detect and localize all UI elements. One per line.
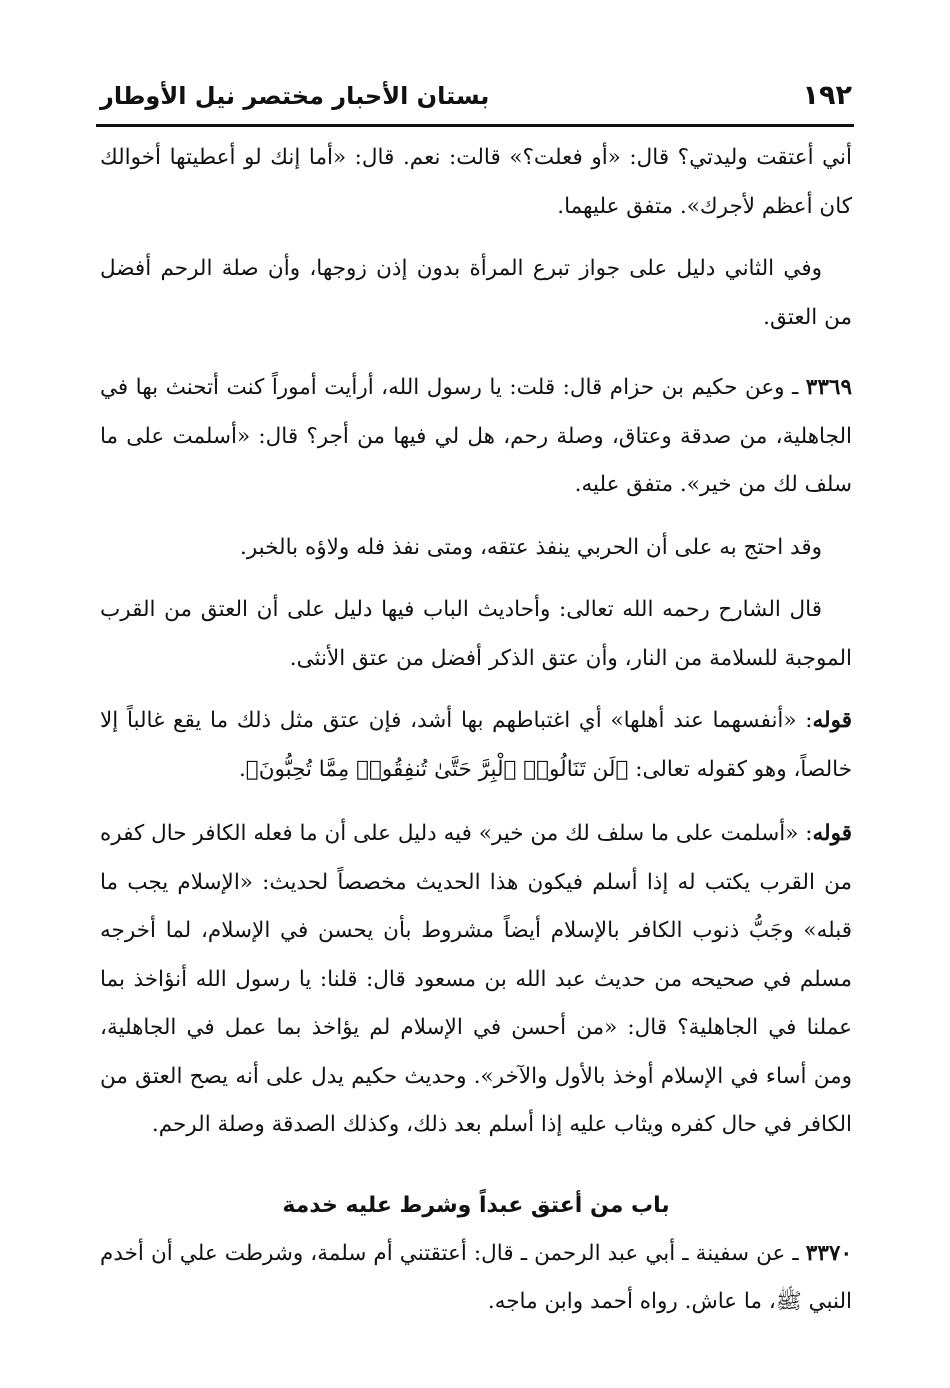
hadith-text: ـ عن سفينة ـ أبي عبد الرحمن ـ قال: أعتقتني أم سلمة، وشرطت علي أن أخدم النبي ﷺ، ما عاش. رواه أحمد وابن ماجه. [100,1240,852,1314]
paragraph-text: : «أسلمت على ما سلف لك من خير» فيه دليل على أن ما فعله الكافر حال كفره من القرب يكتب له إذا أسلم فيكون هذا الحديث مخصصاً لحديث: «الإسلام يجب ما قبله» وجَبُّ ذنوب الكافر بالإسلام أيضاً مشروط بأن يحسن في الإسلام، لما أخرجه مسلم في صحيحه من حديث عبد الله بن مسعود قال: قلنا: يا رسول الله أنؤاخذ بما عملنا في الجاهلية؟ قال: «من أحسن في الإسلام لم يؤاخذ بما عمل في الجاهلية، ومن أساء في الإسلام أوخذ بالأول والآخر». وحديث حكيم يدل على أنه يصح العتق من الكافر في حال كفره ويثاب عليه إذا أسلم بعد ذلك، وكذلك الصدقة وصلة الرحم. [100,821,852,1137]
paragraph-text: قال الشارح رحمه الله تعالى: وأحاديث الباب فيها دليل على أن العتق من القرب الموجبة للسلامة من النار، وأن عتق الذكر أفضل من عتق الأنثى. [100,597,852,671]
page-header [100,78,852,124]
qawluhu-label: قوله [812,821,852,846]
paragraph-text: : «أنفسهما عند أهلها» أي اغتباطهم بها أشد، فإن عتق مثل ذلك ما يقع غالباً إلا خالصاً، وهو كقوله تعالى: ﴿لَن تَنَالُوا۟ ٱلْبِرَّ حَتَّىٰ تُنفِقُوا۟ مِمَّا تُحِبُّونَ﴾. [100,708,852,782]
paragraph-explanation-2 [100,810,852,1150]
hadith-number: ٣٣٧٠ [805,1240,852,1266]
paragraph-hadith-continuation [100,134,852,231]
hadith-3369 [100,364,852,510]
hadith-3370 [100,1230,852,1327]
running-title: بستان الأحبار مختصر نيل الأوطار [100,82,490,110]
paragraph-text: وقد احتج به على أن الحربي ينفذ عتقه، ومتى نفذ فله ولاؤه بالخبر. [239,534,822,560]
section-heading: باب من أعتق عبداً وشرط عليه خدمة [282,1192,670,1218]
header-rule [96,124,854,127]
body-text [100,134,852,1327]
hadith-text: ـ وعن حكيم بن حزام قال: قلت: يا رسول الله، أرأيت أموراً كنت أتحنث بها في الجاهلية، من صدقة وعتاق، وصلة رحم، هل لي فيها من أجر؟ قال: «أسلمت على ما سلف لك من خير». متفق عليه. [100,375,852,497]
paragraph-text: أني أعتقت وليدتي؟ قال: «أو فعلت؟» قالت: نعم. قال: «أما إنك لو أعطيتها أخوالك كان أعظم لأجرك». متفق عليهما. [100,145,852,219]
paragraph-ruling [100,524,852,573]
hadith-number: ٣٣٦٩ [805,375,852,400]
paragraph-explanation-1 [100,697,852,794]
paragraph-commentator [100,586,852,683]
paragraph-commentary [100,245,852,342]
qawluhu-label: قوله [812,708,852,733]
paragraph-text: وفي الثاني دليل على جواز تبرع المرأة بدون إذن زوجها، وأن صلة الرحم أفضل من العتق. [100,256,852,330]
page-number: ١٩٢ [802,80,852,111]
